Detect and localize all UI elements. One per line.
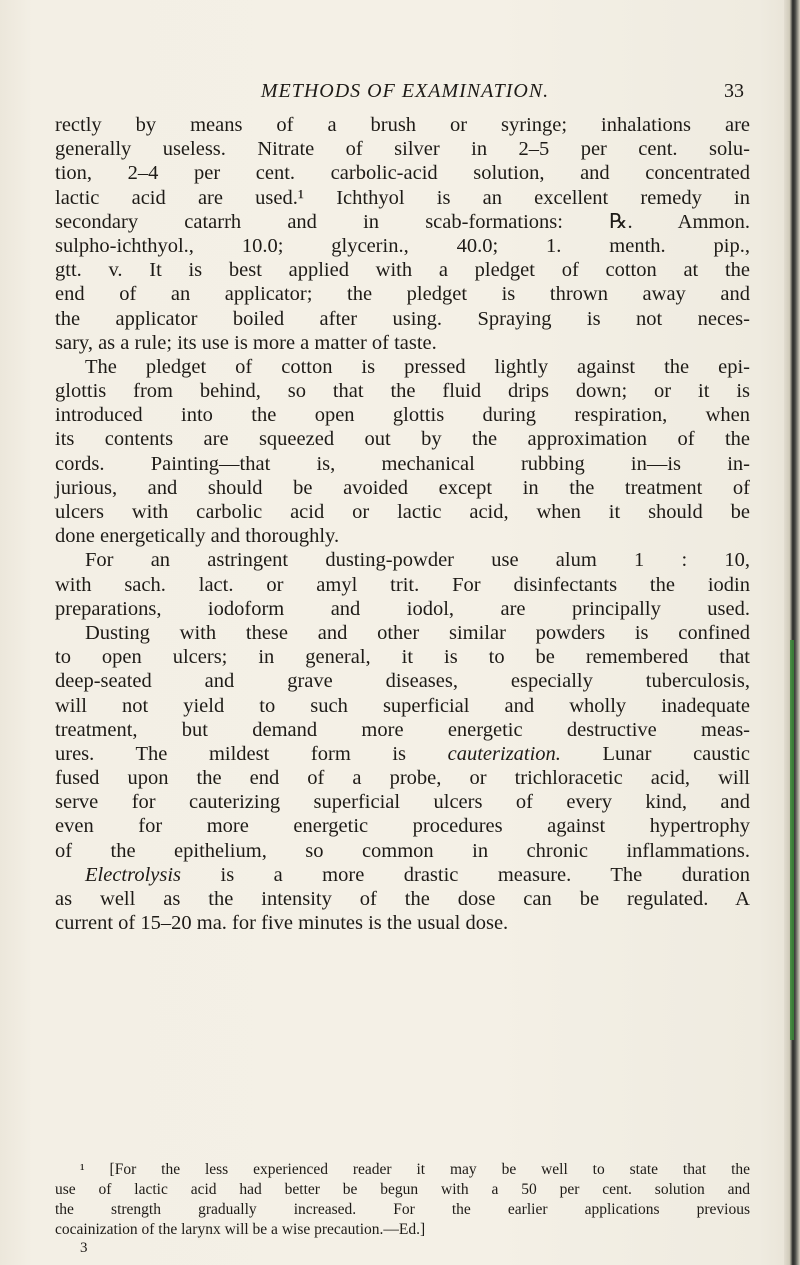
page-header [60,78,750,114]
page-number: 33 [724,80,744,102]
text-line: treatment, but demand more energetic destructive meas- [55,718,750,741]
paragraph-start-line: Dusting with these and other similar powders is confined [85,621,750,644]
text-line: ulcers with carbolic acid or lactic acid, when it should be [55,501,750,523]
text-line: introduced into the open glottis during respiration, when [55,404,750,427]
text-segment: Lunar caustic [602,742,750,765]
paragraph-start-line: For an astringent dusting-powder use alum 1 : 10, [85,549,750,572]
running-head: METHODS OF EXAMINATION. [260,80,550,102]
text-line: fused upon the end of a probe, or trichloracetic acid, will [55,767,750,790]
text-line: lactic acid are used.¹ Ichthyol is an excellent remedy in [55,186,750,209]
text-line: end of an applicator; the pledget is thrown away and [55,283,750,306]
footnote-line: use of lactic acid had better be begun with a 50 per cent. solution and [55,1181,750,1198]
text-line: sulpho-ichthyol., 10.0; glycerin., 40.0; 1. menth. pip., [55,234,750,257]
text-line: deep-seated and grave diseases, especially tuberculosis, [55,670,750,693]
text-line: done energetically and thoroughly. [55,525,340,548]
text-line: rectly by means of a brush or syringe; inhalations are [55,114,750,136]
footnote-line: cocainization of the larynx will be a wise precaution.—Ed.] [55,1221,426,1238]
text-segment: ures. The mildest form is [55,742,407,765]
footnote-line: ¹ [For the less experienced reader it may be well to state that the [80,1161,750,1178]
text-line: gtt. v. It is best applied with a pledget of cotton at the [55,259,750,282]
paragraph-start-line: The pledget of cotton is pressed lightly against the epi- [85,355,750,378]
italic-term-cauterization: cauterization. [447,742,561,765]
text-line: secondary catarrh and in scab-formations: ℞. Ammon. [55,210,750,233]
text-line: as well as the intensity of the dose can be regulated. A [55,888,750,910]
italic-term-electrolysis: Electrolysis [85,863,182,886]
body-text [55,113,750,935]
text-line: current of 15–20 ma. for five minutes is the usual dose. [55,912,509,935]
text-line: tion, 2–4 per cent. carbolic-acid solution, and concentrated [55,162,750,185]
signature-mark: 3 [80,1240,88,1256]
text-line-with-italic [55,742,750,766]
text-line-with-italic [55,863,750,887]
text-line: its contents are squeezed out by the approximation of the [55,428,750,451]
text-line: the applicator boiled after using. Spraying is not neces- [55,307,750,330]
page-edge [784,0,800,1265]
text-line: glottis from behind, so that the fluid drips down; or it is [55,380,750,403]
footnote-line: the strength gradually increased. For the earlier applications previous [55,1201,750,1218]
text-line: generally useless. Nitrate of silver in 2–5 per cent. solu- [55,138,750,161]
text-line: with sach. lact. or amyl trit. For disinfectants the iodin [55,573,750,596]
text-line: serve for cauterizing superficial ulcers of every kind, and [55,791,750,814]
text-line: to open ulcers; in general, it is to be remembered that [55,646,750,669]
footnote [55,1160,750,1240]
page-edge-bookmark [790,640,794,1040]
text-line: will not yield to such superficial and wholly inadequate [55,694,750,717]
text-segment: is a more drastic measure. The duration [220,863,751,886]
text-line: even for more energetic procedures against hypertrophy [55,815,750,838]
text-line: of the epithelium, so common in chronic inflammations. [55,839,750,862]
text-line: sary, as a rule; its use is more a matter of taste. [55,331,437,354]
text-line: cords. Painting—that is, mechanical rubbing in—is in- [55,452,750,475]
text-line: jurious, and should be avoided except in the treatment of [55,476,750,499]
text-line: preparations, iodoform and iodol, are principally used. [55,597,750,620]
